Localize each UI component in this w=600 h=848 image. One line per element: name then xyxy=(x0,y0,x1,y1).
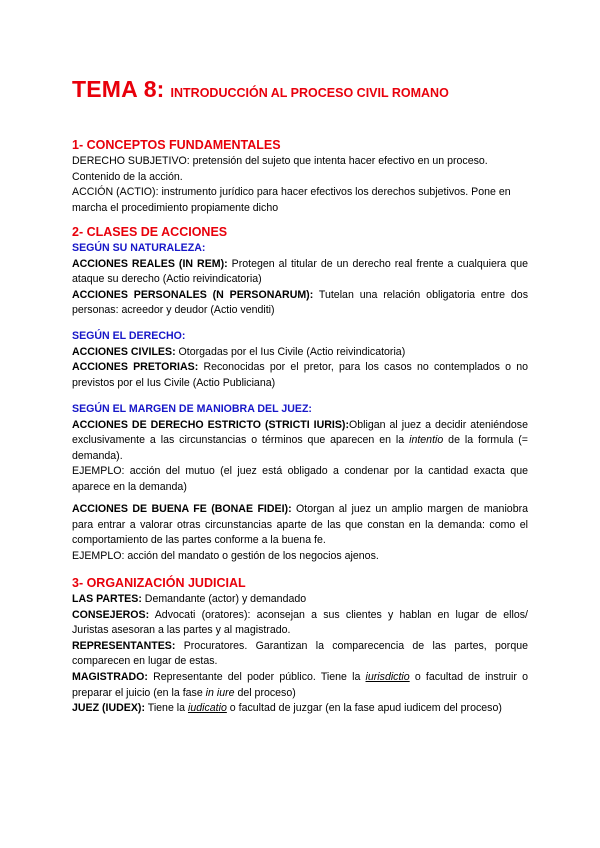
section-heading: 1- CONCEPTOS FUNDAMENTALES xyxy=(72,138,281,152)
term: ACCIONES CIVILES: xyxy=(72,345,176,358)
text: Representante del poder público. Tiene la xyxy=(147,670,366,683)
italic-term: iurisdictio xyxy=(365,670,410,683)
title-tema: TEMA 8: xyxy=(72,76,165,102)
paragraph-consejeros xyxy=(72,608,528,639)
term: LAS PARTES: xyxy=(72,593,142,605)
text: Tiene la xyxy=(144,702,188,715)
text: Obligan al juez a decidir ateniéndose exclusivamente a las circunstancias o términos que aparecen en la xyxy=(72,418,528,447)
text: Otorgadas por el Ius Civile (Actio reivindicatoria) xyxy=(175,345,406,358)
italic-term: intentio xyxy=(409,434,444,447)
paragraph-buena-fe xyxy=(72,502,528,549)
subheading-derecho: SEGÚN EL DERECHO: xyxy=(72,330,186,342)
text: del proceso) xyxy=(234,686,296,699)
page-title xyxy=(72,76,449,103)
paragraph-estricto xyxy=(72,418,528,465)
paragraph-partes xyxy=(72,592,528,608)
text: Protegen al titular de un derecho real frente a cualquiera que ataque su derecho (Actio reivindicatoria) xyxy=(72,257,529,286)
text: Advocati (oratores): aconsejan a sus clientes y hablan en lugar de ellos/ Juristas asesoran a las partes y al magistrado. xyxy=(72,608,528,637)
term: MAGISTRADO: xyxy=(72,670,148,683)
paragraph-pretorias xyxy=(72,360,528,391)
subheading-margen: SEGÚN EL MARGEN DE MANIOBRA DEL JUEZ: xyxy=(72,403,312,415)
title-subtitle: INTRODUCCIÓN AL PROCESO CIVIL ROMANO xyxy=(170,86,449,100)
paragraph-personales xyxy=(72,288,528,319)
term: ACCIONES DE BUENA FE (BONAE FIDEI): xyxy=(72,503,292,515)
term: REPRESENTANTES: xyxy=(72,639,176,652)
section-conceptos xyxy=(72,137,528,216)
term: ACCIONES PERSONALES (N PERSONARUM): xyxy=(72,288,314,301)
group-derecho xyxy=(72,329,528,391)
text: Otorgan al juez un amplio margen de maniobra para entrar a valorar otras circunstancias aparte de las que constan en la demanda: como el comportamiento de las partes conforme a la buena fe. xyxy=(72,503,529,547)
term: JUEZ (IUDEX): xyxy=(72,702,145,715)
text: Procuratores. Garantizan la comparecencia de las partes, porque comparecen en lugar de estas. xyxy=(72,639,528,668)
text: Tutelan una relación obligatoria entre dos personas: acreedor y deudor (Actio venditi) xyxy=(72,288,528,317)
paragraph-accion: ACCIÓN (ACTIO): instrumento jurídico para hacer efectivos los derechos subjetivos. Pone en marcha el procedimiento propiamente dicho xyxy=(72,186,511,214)
paragraph-representantes xyxy=(72,639,528,670)
section-heading: 3- ORGANIZACIÓN JUDICIAL xyxy=(72,576,246,590)
term: CONSEJEROS: xyxy=(72,608,150,621)
text: Reconocidas por el pretor, para los casos no contemplados o no previstos por el Ius Civile (Actio Publiciana) xyxy=(72,361,528,389)
italic-term: in iure xyxy=(205,686,235,699)
text: Demandante (actor) y demandado xyxy=(141,593,307,605)
text: o facultad de juzgar (en la fase apud iudicem del proceso) xyxy=(226,702,502,715)
subheading-naturaleza: SEGÚN SU NATURALEZA: xyxy=(72,242,206,254)
section-organizacion xyxy=(72,575,528,717)
section-clases xyxy=(72,224,528,319)
paragraph-civiles xyxy=(72,345,528,361)
text: o facultad de instruir o preparar el juicio (en la fase xyxy=(72,670,528,699)
paragraph-derecho-subjetivo: DERECHO SUBJETIVO: pretensión del sujeto que intenta hacer efectivo en un proceso. Contenido de la acción. xyxy=(72,155,488,183)
paragraph-reales xyxy=(72,257,528,288)
italic-term: iudicatio xyxy=(187,702,227,715)
group-margen xyxy=(72,402,528,496)
group-buena-fe xyxy=(72,502,528,564)
paragraph-juez xyxy=(72,701,528,717)
term: ACCIONES DE DERECHO ESTRICTO (STRICTI IURIS): xyxy=(72,418,349,431)
paragraph-ejemplo-mandato: EJEMPLO: acción del mandato o gestión de los negocios ajenos. xyxy=(72,549,379,562)
term: ACCIONES REALES (IN REM): xyxy=(72,257,228,270)
text: de la formula (= demanda). xyxy=(72,434,528,462)
paragraph-ejemplo-mutuo: EJEMPLO: acción del mutuo (el juez está obligado a condenar por la cantidad exacta que aparece en la demanda) xyxy=(72,465,528,493)
paragraph-magistrado xyxy=(72,670,528,701)
section-heading: 2- CLASES DE ACCIONES xyxy=(72,225,228,239)
term: ACCIONES PRETORIAS: xyxy=(72,361,199,374)
